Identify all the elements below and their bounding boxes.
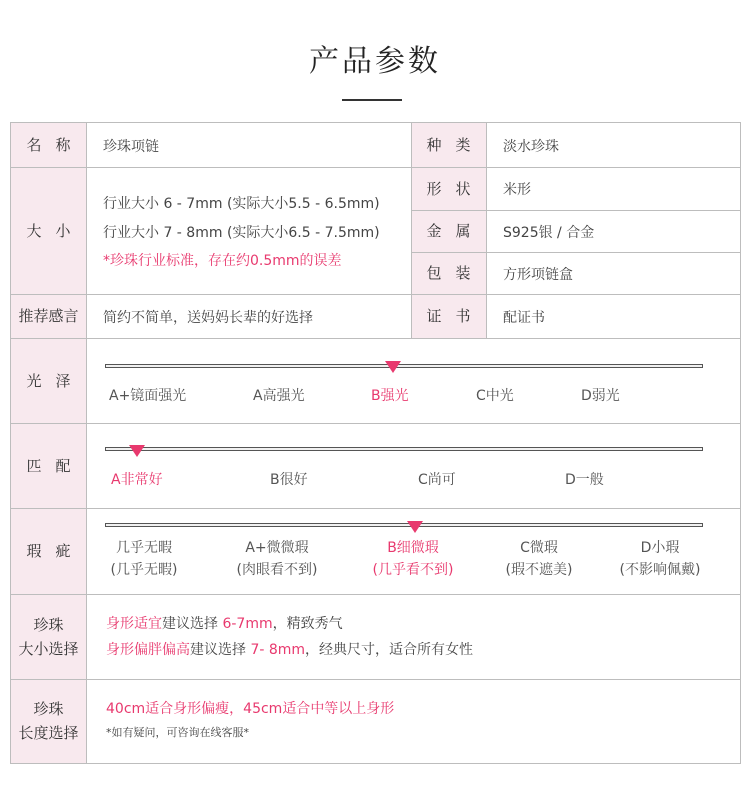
luster-scale-track [105,364,703,368]
page-title: 产品参数 [309,44,441,79]
flaw-scale-track [105,523,703,527]
flaw-marker [407,521,423,533]
column-divider [411,123,412,338]
match-option: C尚可 [418,472,456,488]
match-scale-track [105,447,703,451]
length-choice-note: *如有疑问，可咨询在线客服* [106,726,249,739]
type-label: 种类 [411,123,486,167]
row-divider [411,252,740,253]
row-divider [11,594,740,595]
length-choice-label: 珍珠 长度选择 [11,679,86,763]
row-divider [11,167,740,168]
luster-label: 光泽 [11,338,86,423]
size-choice-label: 珍珠 大小选择 [11,594,86,679]
luster-option: D弱光 [581,388,620,404]
row-divider [411,210,740,211]
size-line-2: 行业大小 7 - 8mm (实际大小6.5 - 7.5mm) [103,225,380,241]
row-divider [11,338,740,339]
spec-table [10,122,741,764]
luster-option: A高强光 [253,388,305,404]
package-value: 方形项链盒 [503,267,573,283]
row-divider [11,423,740,424]
metal-label: 金属 [411,210,486,252]
flaw-option: A+微微瑕 (肉眼看不到) [236,540,318,578]
row-divider [11,294,740,295]
length-choice-line: 40cm适合身形偏瘦，45cm适合中等以上身形 [106,701,395,717]
match-marker [129,445,145,457]
metal-value: S925银 / 合金 [503,225,595,241]
match-option-selected: A非常好 [111,472,163,488]
luster-marker [385,361,401,373]
flaw-option: C微瑕 (瑕不遮美) [505,540,573,578]
flaw-option-selected: B细微瑕 (几乎看不到) [372,540,454,578]
shape-label: 形状 [411,167,486,210]
size-note: *珍珠行业标准，存在约0.5mm的误差 [103,253,342,269]
luster-option: C中光 [476,388,514,404]
luster-option-selected: B强光 [371,388,409,404]
flaw-label: 瑕疵 [11,508,86,594]
name-value: 珍珠项链 [103,139,159,155]
shape-value: 米形 [503,182,531,198]
match-label: 匹配 [11,423,86,508]
cert-label: 证书 [411,294,486,338]
cert-value: 配证书 [503,310,545,326]
title-underline [342,99,402,101]
row-divider [11,679,740,680]
size-line-1: 行业大小 6 - 7mm (实际大小5.5 - 6.5mm) [103,196,380,212]
recommend-value: 简约不简单，送妈妈长辈的好选择 [103,310,313,326]
flaw-option: D小瑕 (不影响佩戴) [619,540,701,578]
size-choice-row-2: 身形偏胖偏高建议选择 7- 8mm，经典尺寸，适合所有女性 [106,642,474,658]
flaw-option: 几乎无暇 (几乎无暇) [110,540,178,578]
size-label: 大小 [11,167,86,294]
name-label: 名称 [11,123,86,167]
luster-option: A+镜面强光 [109,388,187,404]
recommend-label: 推荐感言 [11,294,86,338]
type-value: 淡水珍珠 [503,139,559,155]
match-option: B很好 [270,472,308,488]
match-option: D一般 [565,472,604,488]
column-divider [486,123,487,338]
column-divider [86,123,87,763]
package-label: 包装 [411,252,486,294]
row-divider [11,508,740,509]
size-choice-row-1: 身形适宜建议选择 6-7mm，精致秀气 [106,616,343,632]
